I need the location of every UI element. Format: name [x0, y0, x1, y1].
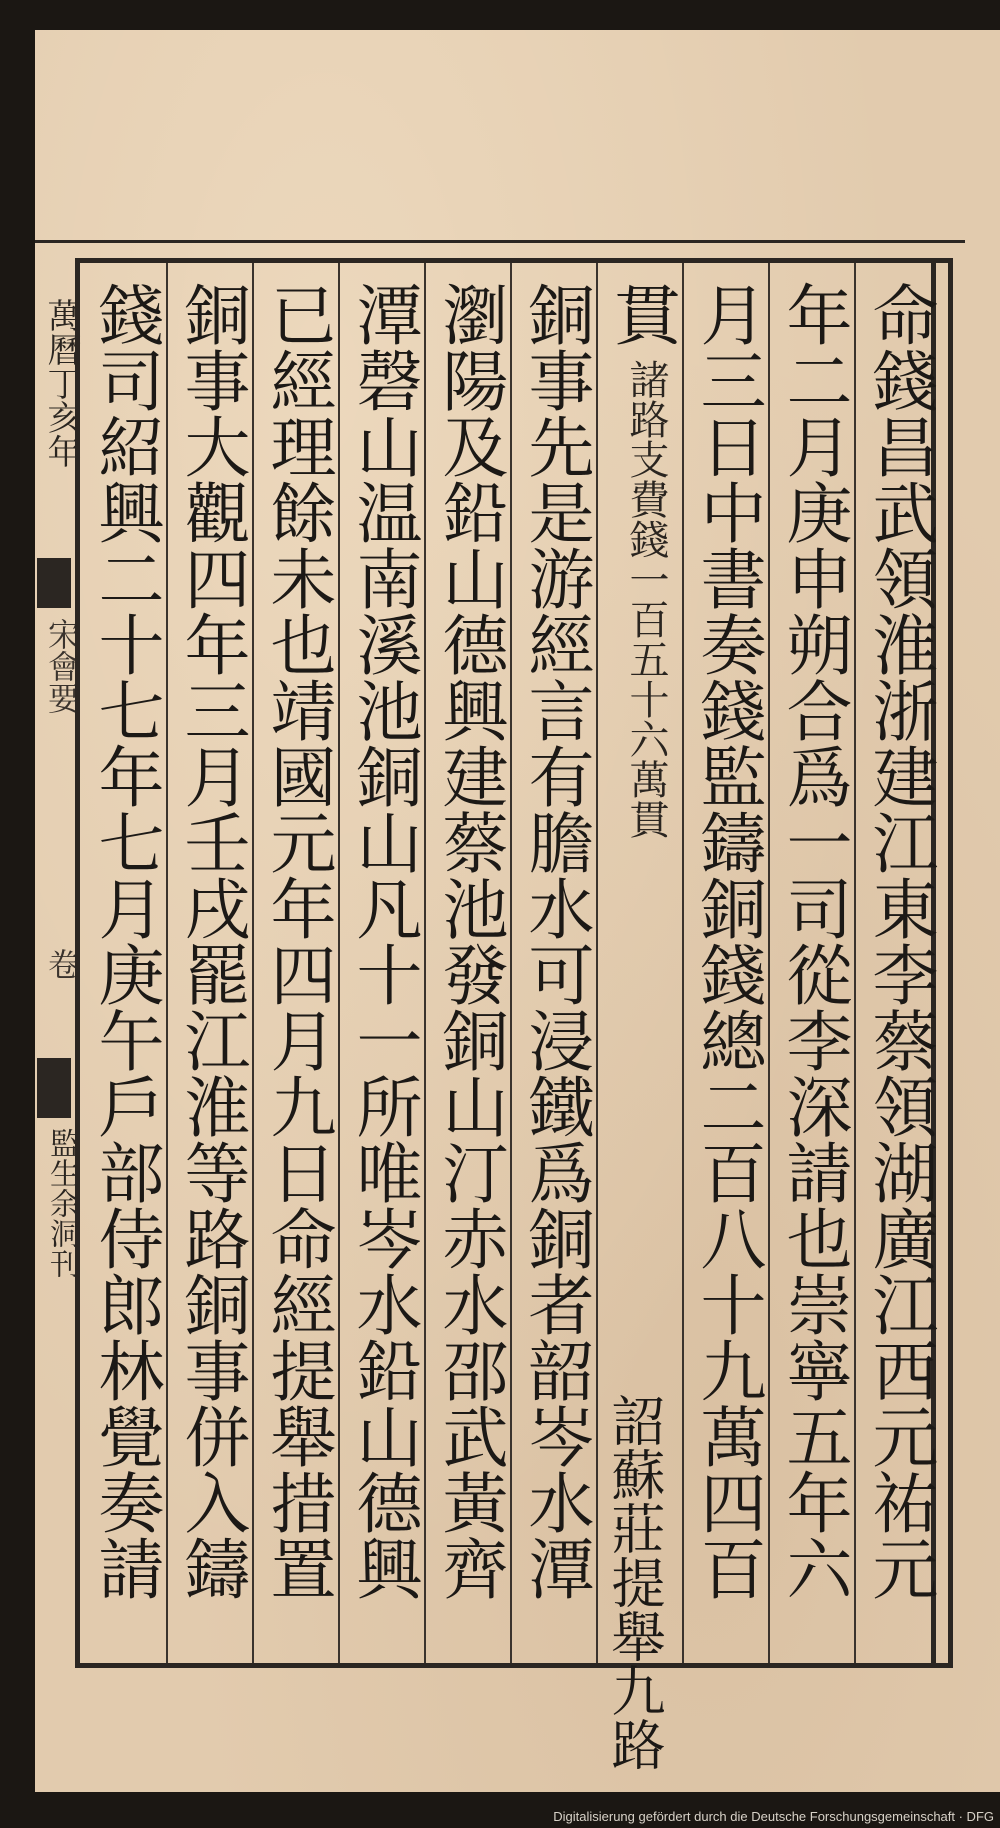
top-rule	[35, 240, 965, 243]
fishtail-mark-upper	[37, 558, 71, 608]
column-rule	[252, 263, 254, 1663]
text-column-4-note: 諸路支費錢一百五十六萬貫	[623, 359, 669, 839]
column-rule	[768, 263, 770, 1663]
center-fold	[35, 258, 81, 1668]
text-column-9: 銅事大觀四年三月壬戌罷江淮等路銅事併入鑄	[173, 281, 250, 1601]
column-rule	[338, 263, 340, 1663]
column-rule	[424, 263, 426, 1663]
column-rule	[510, 263, 512, 1663]
digitization-credit: Digitalisierung gefördert durch die Deutsche Forschungsgemeinschaft · DFG	[553, 1809, 994, 1824]
text-column-2: 年二月庚申朔合爲一司從李深請也崇寧五年六	[775, 281, 852, 1601]
center-fold-page: 卷	[43, 948, 81, 980]
text-column-6: 瀏陽及鉛山德興建蔡池發銅山汀赤水邵武黃齊	[431, 281, 508, 1601]
text-column-5: 銅事先是游經言有膽水可浸鐵爲銅者韶岑水潭	[517, 281, 594, 1601]
column-rule	[854, 263, 856, 1663]
text-column-8: 已經理餘未也靖國元年四月九日命經提舉措置	[259, 281, 336, 1601]
text-frame	[75, 258, 953, 1771]
center-fold-title: 萬曆丁亥年	[41, 298, 81, 468]
text-column-10: 錢司紹興二十七年七月庚午戶部侍郎林覺奏請	[87, 281, 164, 1601]
text-column-4-head: 貫	[603, 281, 680, 347]
center-fold-section: 宋會要	[43, 618, 81, 714]
text-column-4-tail: 詔蘇莊提舉九路	[603, 1393, 666, 1771]
column-rule	[682, 263, 684, 1663]
column-rule	[166, 263, 168, 1663]
text-column-1: 命錢昌武領淮浙建江東李蔡領湖廣江西元祐元	[861, 281, 938, 1601]
center-fold-editor: 監生余洞刊	[44, 1128, 79, 1278]
fishtail-mark-lower	[37, 1058, 71, 1118]
text-column-7: 潭磬山温南溪池銅山凡十一所唯岑水鉛山德興	[345, 281, 422, 1601]
text-column-3: 月三日中書奏錢監鑄銅錢總二百八十九萬四百	[689, 281, 766, 1601]
book-page	[35, 30, 1000, 1792]
column-rule	[596, 263, 598, 1663]
